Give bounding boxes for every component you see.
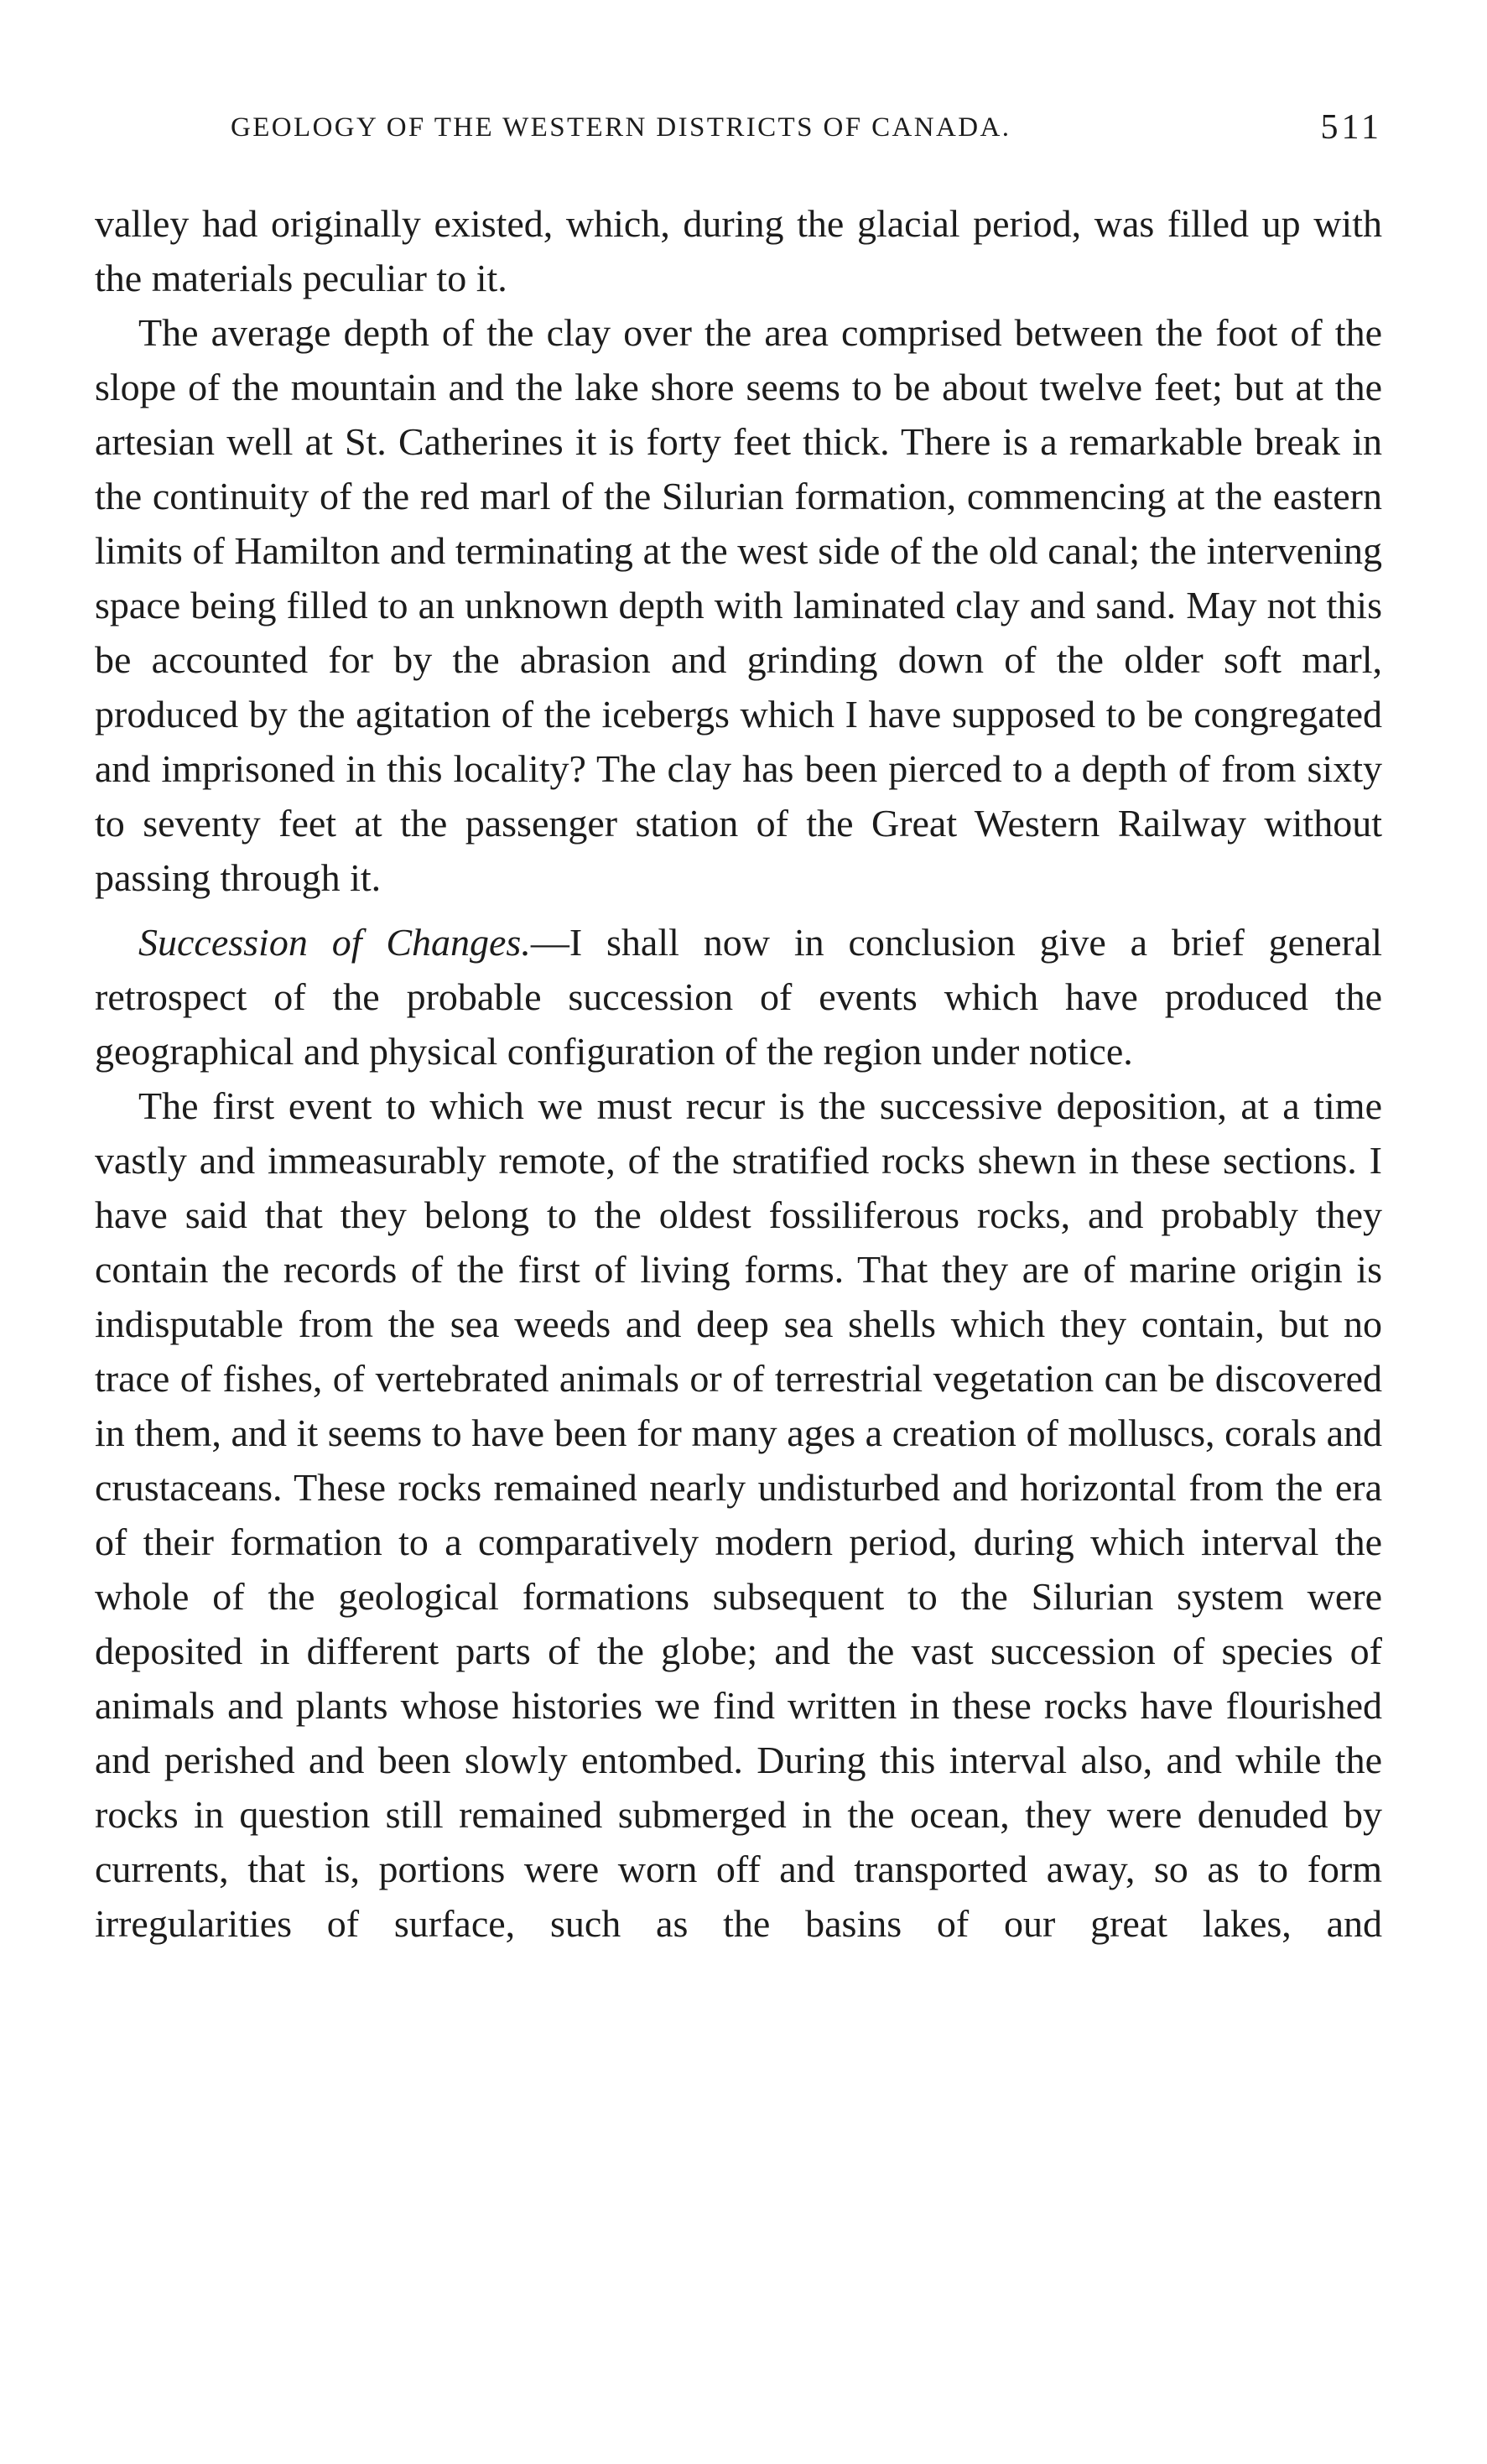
paragraph-succession-of-changes xyxy=(95,915,1382,1079)
paragraph-succession-text: —I shall now in conclusion give a brief general retrospect of the probable succession of events which have produced the geographical and physical configuration of the region under notice. xyxy=(95,921,1382,1073)
body-text xyxy=(95,196,1382,1951)
section-heading: Succession of Changes. xyxy=(138,921,531,964)
paragraph-continuation: valley had originally existed, which, during the glacial period, was filled up with the materials peculiar to it. xyxy=(95,202,1382,299)
running-title: GEOLOGY OF THE WESTERN DISTRICTS OF CANADA. xyxy=(231,112,1011,143)
paragraph-clay-depth: The average depth of the clay over the area comprised between the foot of the slope of the mountain and the lake shore seems to be about twelve feet; but at the artesian well at St. Catherines it is forty feet thick. There is a remarkable break in the continuity of the red marl of the Silurian formation, commencing at the eastern limits of Hamilton and terminating at the west side of the old canal; the intervening space being filled to an unknown depth with laminated clay and sand. May not this be accounted for by the abrasion and grinding down of the older soft marl, produced by the agitation of the icebergs which I have supposed to be congregated and imprisoned in this locality? The clay has been pierced to a depth of from sixty to seventy feet at the passenger station of the Great Western Railway without passing through it. xyxy=(95,311,1382,899)
page-number: 511 xyxy=(1320,108,1382,147)
paragraph-first-event: The first event to which we must recur is the successive deposition, at a time vastly and immeasurably remote, of the stratified rocks shewn in these sections. I have said that they belong to the oldest fossiliferous rocks, and probably they contain the records of the first of living forms. That they are of marine origin is indisputable from the sea weeds and deep sea shells which they contain, but no trace of fishes, of vertebrated animals or of terrestrial vegetation can be discovered in them, and it seems to have been for many ages a creation of molluscs, corals and crustaceans. These rocks remained nearly undisturbed and horizontal from the era of their formation to a comparatively modern period, during which interval the whole of the geological formations subsequent to the Silurian system were deposited in different parts of the globe; and the vast succession of species of animals and plants whose histories we find written in these rocks have flourished and perished and been slowly entombed. During this interval also, and while the rocks in question still remained submerged in the ocean, they were denuded by currents, that is, portions were worn off and transported away, so as to form irregularities of surface, such as the basins of our great lakes, and xyxy=(95,1084,1382,1945)
running-head xyxy=(95,102,1382,153)
